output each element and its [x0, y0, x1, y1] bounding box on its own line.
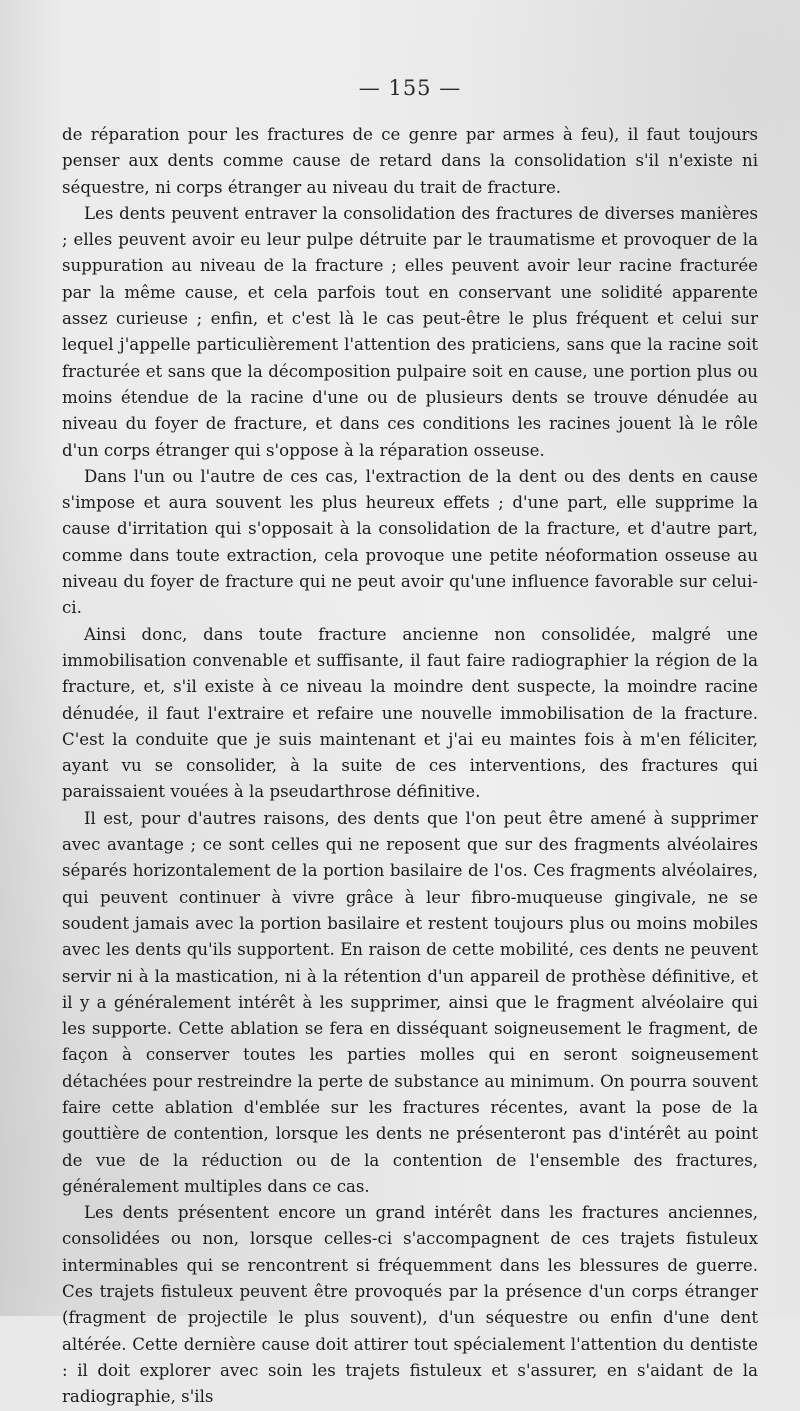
- body-text: [62, 122, 758, 1411]
- page-number: — 155 —: [358, 76, 462, 100]
- paragraph-continuation: de réparation pour les fractures de ce genre par armes à feu), il faut toujours penser aux dents comme cause de retard dans la consolidation s'il n'existe ni séquestre, ni corps étranger au niveau du trait de fracture.: [62, 125, 758, 197]
- paragraph-radiography: Ainsi donc, dans toute fracture ancienne non consolidée, malgré une immobilisation convenable et suffisante, il faut faire radiographier la région de la fracture, et, s'il existe à ce niveau la moindre dent suspecte, la moindre racine dénudée, il faut l'extraire et refaire une nouvelle immobilisation de la fracture. C'est la conduite que je suis maintenant et j'ai eu maintes fois à m'en féliciter, ayant vu se consolider, à la suite de ces interventions, des fractures qui paraissaient vouées à la pseudarthrose définitive.: [62, 624, 758, 802]
- paragraph-extraction: Dans l'un ou l'autre de ces cas, l'extraction de la dent ou des dents en cause s'impose et aura souvent les plus heureux effets ; d'une part, elle supprime la cause d'irritation qui s'opposait à la consolidation de la fracture, et d'autre part, comme dans toute extraction, cela provoque une petite néoformation osseuse au niveau du foyer de fracture qui ne peut avoir qu'une influence favorable sur celui-ci.: [62, 466, 758, 618]
- paragraph-alveolar-fragments: Il est, pour d'autres raisons, des dents que l'on peut être amené à supprimer avec avantage ; ce sont celles qui ne reposent que sur des fragments alvéolaires séparés horizontalement de la portion basilaire de l'os. Ces fragments alvéolaires, qui peuvent continuer à vivre grâce à leur fibro-muqueuse gingivale, ne se soudent jamais avec la portion basilaire et restent toujours plus ou moins mobiles avec les dents qu'ils supportent. En raison de cette mobilité, ces dents ne peuvent servir ni à la mastication, ni à la rétention d'un appareil de prothèse définitive, et il y a généralement intérêt à les supprimer, ainsi que le fragment alvéolaire qui les supporte. Cette ablation se fera en disséquant soigneusement le fragment, de façon à conserver toutes les parties molles qui en seront soigneusement détachées pour restreindre la perte de substance au minimum. On pourra souvent faire cette ablation d'emblée sur les fractures récentes, avant la pose de la gouttière de contention, lorsque les dents ne présenteront pas d'intérêt au point de vue de la réduction ou de la contention de l'ensemble des fractures, généralement multiples dans ce cas.: [62, 808, 758, 1196]
- paragraph-fistulous-tracts: Les dents présentent encore un grand intérêt dans les fractures anciennes, consolidées ou non, lorsque celles-ci s'accompagnent de ces trajets fistuleux interminables qui se rencontrent si fréquemment dans les blessures de guerre. Ces trajets fistuleux peuvent être provoqués par la présence d'un corps étranger (fragment de projectile le plus souvent), d'un séquestre ou enfin d'une dent altérée. Cette dernière cause doit attirer tout spécialement l'attention du dentiste : il doit explorer avec soin les trajets fistuleux et s'assurer, en s'aidant de la radiographie, s'ils: [62, 1203, 758, 1407]
- paragraph-teeth-hinder-consolidation: Les dents peuvent entraver la consolidation des fractures de diverses manières ; elles peuvent avoir eu leur pulpe détruite par le traumatisme et provoquer de la suppuration au niveau de la fracture ; elles peuvent avoir leur racine fracturée par la même cause, et cela parfois tout en conservant une solidité apparente assez curieuse ; enfin, et c'est là le cas peut-être le plus fréquent et celui sur lequel j'appelle particulièrement l'attention des praticiens, sans que la racine soit fracturée et sans que la décomposition pulpaire soit en cause, une portion plus ou moins étendue de la racine d'une ou de plusieurs dents se trouve dénudée au niveau du foyer de fracture, et dans ces conditions les racines jouent là le rôle d'un corps étranger qui s'oppose à la réparation osseuse.: [62, 203, 758, 460]
